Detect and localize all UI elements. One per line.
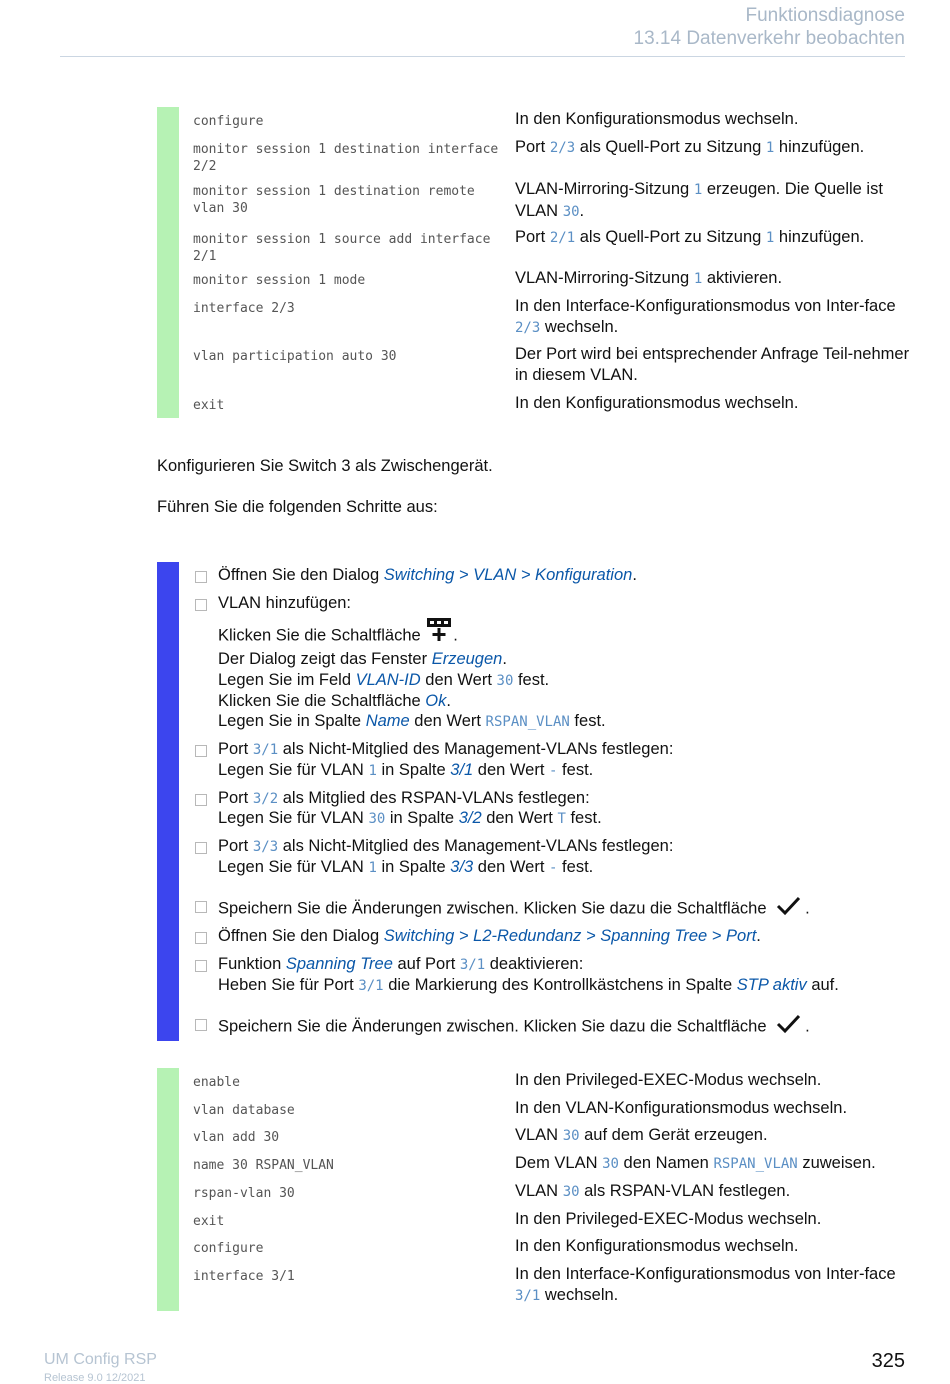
- text-segment: .: [805, 899, 810, 918]
- step-line: [218, 975, 908, 997]
- step-checkbox[interactable]: [195, 745, 207, 757]
- ui-path: Ok: [425, 692, 447, 710]
- cli-description: [515, 1098, 915, 1119]
- cli-command: configure: [193, 114, 264, 129]
- text-segment: In den Konfigurationsmodus wechseln.: [515, 1237, 799, 1255]
- text-segment: wechseln.: [540, 1286, 619, 1304]
- text-segment: Legen Sie in Spalte: [218, 712, 366, 730]
- step-line: [218, 895, 908, 923]
- text-segment: Legen Sie für VLAN: [218, 809, 369, 827]
- text-segment: In den Konfigurationsmodus wechseln.: [515, 110, 799, 128]
- ui-path: STP aktiv: [736, 976, 807, 994]
- code-value: RSPAN_VLAN: [485, 714, 570, 730]
- ui-path: 3/2: [458, 809, 482, 827]
- text-segment: als Mitglied des RSPAN-VLANs festlegen:: [278, 789, 590, 807]
- step-line: [218, 954, 908, 976]
- step-checkbox[interactable]: [195, 599, 207, 611]
- cli-command: vlan participation auto 30: [193, 349, 397, 364]
- text-segment: in Spalte: [376, 858, 451, 876]
- ui-path: Switching > VLAN > Konfiguration: [383, 566, 633, 584]
- checkmark-icon: [775, 1013, 801, 1041]
- text-segment: .: [502, 650, 507, 668]
- step-line: [218, 760, 908, 782]
- text-segment: Port: [218, 789, 253, 807]
- step-line: [218, 711, 908, 733]
- text-segment: Speichern Sie die Änderungen zwischen. Klicken Sie dazu die Schaltfläche: [218, 899, 772, 918]
- code-value: 1: [368, 763, 377, 779]
- text-segment: In den VLAN-Konfigurationsmodus wechseln.: [515, 1099, 848, 1117]
- step-line: [218, 691, 908, 712]
- cli-marker-bar: [157, 107, 179, 418]
- step-line: [218, 624, 908, 648]
- section-title: 13.14 Datenverkehr beobachten: [633, 28, 905, 49]
- cli-command: exit: [193, 398, 225, 413]
- text-segment: .: [453, 626, 458, 645]
- ui-path: 3/3: [450, 858, 474, 876]
- text-segment: Funktion: [218, 955, 286, 973]
- text-segment: als RSPAN-VLAN festlegen.: [579, 1182, 791, 1200]
- text-segment: als Quell-Port zu Sitzung: [575, 138, 766, 156]
- text-segment: VLAN-Mirroring-Sitzung: [515, 180, 694, 198]
- code-value: 3/2: [252, 791, 279, 807]
- cli-command: monitor session 1 destination remote vlan 30: [193, 184, 475, 216]
- gui-steps-block: [157, 562, 917, 1041]
- ui-path: Erzeugen: [431, 650, 503, 668]
- step-checkbox[interactable]: [195, 571, 207, 583]
- text-segment: erzeugen. Die Quelle ist VLAN: [515, 180, 883, 220]
- code-value: 1: [765, 230, 775, 246]
- text-segment: hinzufügen.: [774, 138, 865, 156]
- code-value: -: [549, 860, 558, 876]
- ui-path: Name: [365, 712, 410, 730]
- text-segment: fest.: [513, 671, 550, 689]
- cli-description: [515, 344, 915, 386]
- cli-command: vlan database: [193, 1103, 295, 1118]
- cli-command: interface 3/1: [193, 1269, 295, 1284]
- ui-path: Switching > L2-Redundanz > Spanning Tree > Port: [383, 927, 757, 945]
- footer-document: UM Config RSP: [44, 1351, 157, 1368]
- text-segment: Heben Sie für Port: [218, 976, 359, 994]
- code-value: 30: [562, 204, 580, 220]
- running-header: [634, 4, 905, 50]
- text-segment: auf.: [806, 976, 839, 994]
- text-segment: VLAN: [515, 1182, 563, 1200]
- text-segment: Legen Sie für VLAN: [218, 858, 369, 876]
- code-value: RSPAN_VLAN: [713, 1156, 798, 1172]
- text-segment: auf Port: [392, 955, 460, 973]
- step-line: [218, 593, 908, 614]
- step-line: [218, 670, 908, 692]
- paragraph-intermediate-switch: Konfigurieren Sie Switch 3 als Zwischengerät.: [157, 457, 493, 475]
- gui-marker-bar: [157, 562, 179, 1041]
- cli-description: [515, 1125, 915, 1147]
- text-segment: den Wert: [481, 809, 558, 827]
- cli-block-2: [157, 1068, 917, 1311]
- text-segment: Dem VLAN: [515, 1154, 603, 1172]
- step-line: [218, 808, 908, 830]
- text-segment: In den Interface-Konfigurationsmodus von Inter-face: [515, 297, 896, 315]
- chapter-title: Funktionsdiagnose: [745, 5, 905, 26]
- step-line: [218, 926, 908, 947]
- step-line: [218, 857, 908, 879]
- code-value: 2/1: [549, 230, 576, 246]
- cli-command: vlan add 30: [193, 1130, 280, 1145]
- text-segment: Der Dialog zeigt das Fenster: [218, 650, 432, 668]
- text-segment: Klicken Sie die Schaltfläche: [218, 692, 426, 710]
- text-segment: fest.: [569, 712, 606, 730]
- text-segment: Öffnen Sie den Dialog: [218, 927, 384, 945]
- cli-command: interface 2/3: [193, 301, 295, 316]
- step-checkbox[interactable]: [195, 960, 207, 972]
- cli-command: monitor session 1 mode: [193, 273, 366, 288]
- cli-description: [515, 227, 915, 249]
- paragraph-steps-intro: Führen Sie die folgenden Schritte aus:: [157, 498, 438, 516]
- code-value: 3/1: [515, 1288, 541, 1304]
- text-segment: als Quell-Port zu Sitzung: [575, 228, 766, 246]
- cli-description: [515, 137, 915, 159]
- text-segment: fest.: [565, 809, 602, 827]
- step-line: [218, 739, 908, 761]
- add-row-icon: [425, 616, 453, 648]
- text-segment: Port: [218, 837, 253, 855]
- cli-command: name 30 RSPAN_VLAN: [193, 1158, 334, 1173]
- text-segment: Der Port wird bei entsprechender Anfrage Teil-nehmer in diesem VLAN.: [515, 345, 910, 384]
- ui-path: Spanning Tree: [285, 955, 393, 973]
- cli-description: [515, 1181, 915, 1203]
- step-checkbox[interactable]: [195, 842, 207, 854]
- code-value: 3/1: [252, 742, 279, 758]
- cli-description: [515, 1236, 915, 1257]
- text-segment: Legen Sie für VLAN: [218, 761, 369, 779]
- text-segment: hinzufügen.: [774, 228, 865, 246]
- step-line: [218, 565, 908, 586]
- text-segment: deaktivieren:: [485, 955, 584, 973]
- ui-path: VLAN-ID: [355, 671, 421, 689]
- text-segment: Klicken Sie die Schaltfläche: [218, 626, 426, 645]
- step-checkbox[interactable]: [195, 932, 207, 944]
- text-segment: VLAN hinzufügen:: [218, 594, 352, 612]
- code-value: 30: [368, 811, 386, 827]
- text-segment: den Namen: [618, 1154, 714, 1172]
- step-line: [218, 649, 908, 670]
- code-value: 2/3: [549, 140, 576, 156]
- text-segment: fest.: [557, 761, 594, 779]
- text-segment: Port: [515, 228, 550, 246]
- page-number: 325: [871, 1350, 905, 1372]
- text-segment: VLAN: [515, 1126, 563, 1144]
- step-checkbox[interactable]: [195, 794, 207, 806]
- code-value: 30: [562, 1184, 580, 1200]
- text-segment: .: [632, 566, 637, 584]
- code-value: 30: [602, 1156, 619, 1172]
- code-value: 30: [562, 1128, 580, 1144]
- text-segment: Öffnen Sie den Dialog: [218, 566, 384, 584]
- text-segment: In den Interface-Konfigurationsmodus von Inter-face: [515, 1265, 896, 1283]
- text-segment: den Wert: [409, 712, 486, 730]
- header-rule: [60, 56, 905, 57]
- text-segment: .: [756, 927, 761, 945]
- text-segment: In den Konfigurationsmodus wechseln.: [515, 394, 799, 412]
- text-segment: in Spalte: [376, 761, 451, 779]
- code-value: 30: [496, 673, 514, 689]
- text-segment: In den Privileged-EXEC-Modus wechseln.: [515, 1071, 822, 1089]
- text-segment: In den Privileged-EXEC-Modus wechseln.: [515, 1210, 822, 1228]
- ui-path: 3/1: [450, 761, 474, 779]
- text-segment: Speichern Sie die Änderungen zwischen. Klicken Sie dazu die Schaltfläche: [218, 1017, 772, 1036]
- cli-command: monitor session 1 source add interface 2/1: [193, 232, 491, 264]
- step-line: [218, 788, 908, 810]
- text-segment: auf dem Gerät erzeugen.: [579, 1126, 768, 1144]
- cli-command: monitor session 1 destination interface 2/2: [193, 142, 499, 174]
- text-segment: .: [579, 202, 585, 220]
- cli-description: [515, 1209, 915, 1230]
- text-segment: Legen Sie im Feld: [218, 671, 356, 689]
- text-segment: in Spalte: [385, 809, 459, 827]
- cli-description: [515, 1070, 915, 1091]
- code-value: 3/1: [459, 957, 486, 973]
- cli-command: enable: [193, 1075, 240, 1090]
- text-segment: .: [446, 692, 451, 710]
- text-segment: fest.: [557, 858, 594, 876]
- footer-release: Release 9.0 12/2021: [44, 1372, 146, 1384]
- text-segment: den Wert: [473, 858, 550, 876]
- code-value: -: [549, 763, 558, 779]
- code-value: T: [557, 811, 566, 827]
- text-segment: als Nicht-Mitglied des Management-VLANs festlegen:: [278, 740, 674, 758]
- cli-block-1: [157, 107, 917, 418]
- text-segment: den Wert: [420, 671, 497, 689]
- text-segment: .: [805, 1017, 810, 1036]
- text-segment: zuweisen.: [797, 1154, 876, 1172]
- cli-marker-bar: [157, 1068, 179, 1311]
- step-line: [218, 1013, 908, 1041]
- text-segment: als Nicht-Mitglied des Management-VLANs festlegen:: [278, 837, 674, 855]
- cli-description: [515, 1264, 915, 1307]
- code-value: 1: [693, 182, 703, 198]
- code-value: 3/1: [358, 978, 384, 994]
- cli-description: [515, 268, 915, 290]
- text-segment: aktivieren.: [702, 269, 783, 287]
- cli-description: [515, 393, 915, 414]
- text-segment: wechseln.: [540, 318, 619, 336]
- text-segment: Port: [515, 138, 550, 156]
- code-value: 1: [693, 271, 703, 287]
- cli-command: configure: [193, 1241, 264, 1256]
- code-value: 1: [765, 140, 775, 156]
- code-value: 1: [368, 860, 377, 876]
- text-segment: den Wert: [473, 761, 550, 779]
- text-segment: die Markierung des Kontrollkästchens in Spalte: [383, 976, 737, 994]
- cli-description: [515, 179, 915, 223]
- cli-command: rspan-vlan 30: [193, 1186, 295, 1201]
- step-checkbox[interactable]: [195, 1019, 207, 1031]
- code-value: 3/3: [252, 839, 279, 855]
- step-checkbox[interactable]: [195, 901, 207, 913]
- cli-command: exit: [193, 1214, 225, 1229]
- checkmark-icon: [775, 895, 801, 923]
- text-segment: VLAN-Mirroring-Sitzung: [515, 269, 694, 287]
- cli-description: [515, 296, 915, 339]
- cli-description: [515, 109, 915, 130]
- text-segment: Port: [218, 740, 253, 758]
- step-line: [218, 836, 908, 858]
- cli-description: [515, 1153, 915, 1175]
- code-value: 2/3: [515, 320, 541, 336]
